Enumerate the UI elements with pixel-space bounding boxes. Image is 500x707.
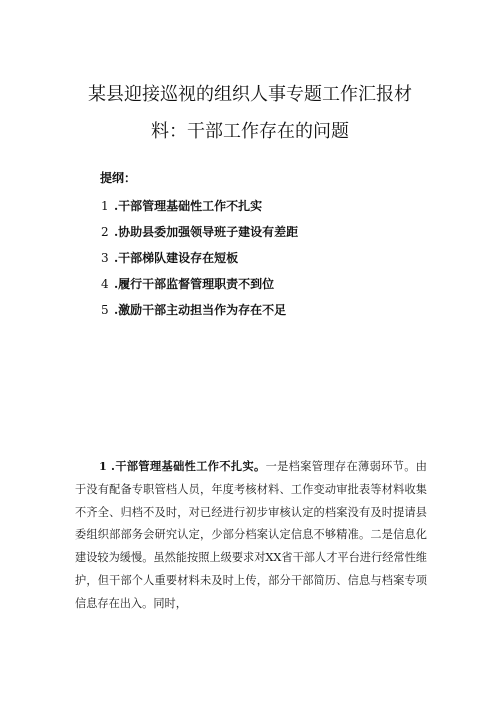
outline-item (101, 302, 298, 328)
outline-item (101, 250, 298, 276)
outline-item-number: 2 (101, 225, 109, 239)
outline-item-number: 3 (101, 251, 109, 265)
outline-item (101, 276, 298, 302)
document-title-line-1: 某县迎接巡视的组织人事专题工作汇报材 (88, 84, 412, 105)
outline-item-number: 1 (101, 199, 109, 213)
outline-item (101, 224, 298, 250)
outline-item-text: .干部管理基础性工作不扎实 (114, 199, 263, 213)
outline-list (101, 198, 298, 328)
section-1-body: 一是档案管理存在薄弱环节。由于没有配备专职管档人员，年度考核材料、工作变动审批表等材料收集不齐全、归档不及时，对已经进行初步审核认定的档案没有及时提请县委组织部部务会研究认定，少部分档案认定信息不够精准。二是信息化建设较为缓慢。虽然能按照上级要求对XX省干部人才平台进行经常性维护，但干部个人重要材料未及时上传，部分干部简历、信息与档案专项信息存在出入。同时， (75, 460, 427, 610)
outline-item-number: 4 (101, 277, 109, 291)
outline-item-text: .协助县委加强领导班子建设有差距 (114, 225, 299, 239)
section-1-heading: 1 .干部管理基础性工作不扎实。 (99, 459, 266, 473)
outline-item-text: .干部梯队建设存在短板 (114, 251, 239, 265)
outline-item-text: .履行干部监督管理职责不到位 (114, 277, 275, 291)
document-title-line-2: 料：干部工作存在的问题 (151, 121, 349, 142)
outline-item (101, 198, 298, 224)
outline-item-text: .激励干部主动担当作为存在不足 (114, 303, 287, 317)
outline-label: 提纲： (100, 171, 137, 185)
outline-item-number: 5 (101, 303, 109, 317)
section-1-paragraph (75, 455, 427, 616)
